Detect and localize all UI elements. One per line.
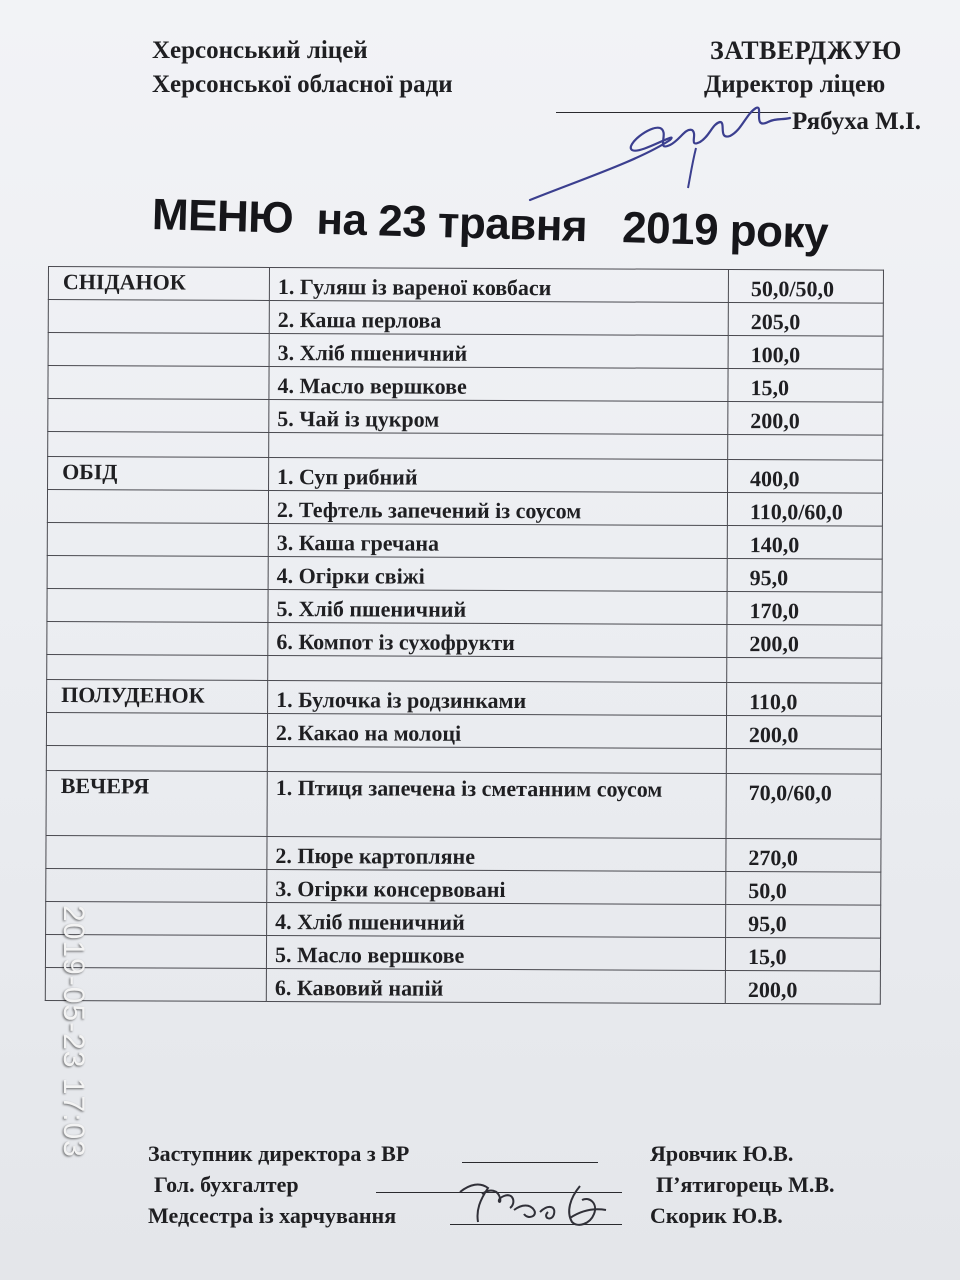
organization-header xyxy=(152,34,453,102)
table-row xyxy=(48,457,883,494)
table-row xyxy=(48,300,883,337)
table-row xyxy=(46,770,881,839)
signatories-roles xyxy=(148,1138,409,1231)
portion-weight: 100,0 xyxy=(728,335,883,369)
portion-weight: 205,0 xyxy=(728,302,883,336)
dish-name: 6. Кавовий напій xyxy=(266,968,725,1003)
dish-name: 3. Каша гречана xyxy=(268,523,727,558)
dish-name: 2. Каша перлова xyxy=(269,300,728,335)
dish-name: 4. Масло вершкове xyxy=(269,366,728,401)
menu-title: МЕНЮ на 23 травня 2019 року xyxy=(151,190,829,258)
dish-name: 6. Компот із сухофрукти xyxy=(268,622,727,657)
meal-label-snack: ПОЛУДЕНОК xyxy=(47,679,268,713)
director-title: Директор ліцею xyxy=(704,71,886,98)
signature-line xyxy=(462,1162,598,1163)
dish-name: 1. Булочка із родзинками xyxy=(268,680,727,715)
portion-weight: 200,0 xyxy=(728,401,883,435)
approval-block xyxy=(706,34,902,102)
dish-name: 2. Пюре картопляне xyxy=(267,836,726,871)
portion-weight: 200,0 xyxy=(727,624,882,658)
approval-heading: ЗАТВЕРДЖУЮ xyxy=(710,36,902,65)
portion-weight: 15,0 xyxy=(728,368,883,402)
role-deputy-director: Заступник директора з ВР xyxy=(148,1141,410,1166)
table-row xyxy=(48,333,883,370)
director-signature xyxy=(520,100,800,210)
name-deputy-director: Яровчик Ю.В. xyxy=(650,1141,794,1166)
portion-weight: 400,0 xyxy=(728,459,883,493)
table-row xyxy=(46,712,881,749)
portion-weight: 95,0 xyxy=(727,558,882,592)
table-row xyxy=(47,679,882,716)
portion-weight: 140,0 xyxy=(727,525,882,559)
table-row xyxy=(47,588,882,625)
org-name-line1: Херсонський ліцей xyxy=(152,37,368,64)
table-row xyxy=(46,901,881,938)
org-name-line2: Херсонської обласної ради xyxy=(152,71,453,98)
director-name: Рябуха М.І. xyxy=(792,108,921,135)
table-row xyxy=(47,522,882,559)
table-row xyxy=(45,967,880,1004)
meal-label-breakfast: СНІДАНОК xyxy=(48,267,269,301)
signatories-names xyxy=(650,1138,835,1231)
portion-weight: 50,0/50,0 xyxy=(728,269,883,303)
table-spacer-row xyxy=(47,654,882,683)
portion-weight: 170,0 xyxy=(727,591,882,625)
portion-weight: 15,0 xyxy=(725,937,880,971)
table-row xyxy=(46,868,881,905)
table-row xyxy=(45,934,880,971)
role-chief-accountant: Гол. бухгалтер xyxy=(154,1172,299,1197)
portion-weight: 110,0 xyxy=(727,682,882,716)
table-row xyxy=(47,621,882,658)
name-chief-accountant: П’ятигорець М.В. xyxy=(656,1172,835,1197)
portion-weight: 95,0 xyxy=(726,904,881,938)
dish-name: 1. Гуляш із вареної ковбаси xyxy=(269,267,728,302)
table-row xyxy=(48,267,883,304)
table-spacer-row xyxy=(46,745,881,774)
dish-name: 5. Чай із цукром xyxy=(269,399,728,434)
portion-weight: 270,0 xyxy=(726,838,881,872)
meal-label-dinner: ВЕЧЕРЯ xyxy=(46,770,267,836)
portion-weight: 110,0/60,0 xyxy=(727,492,882,526)
menu-table xyxy=(45,266,884,1005)
table-row xyxy=(46,835,881,872)
dish-name: 1. Птиця запечена із сметанним соусом xyxy=(267,771,726,838)
portion-weight: 200,0 xyxy=(725,970,880,1004)
photo-timestamp: 2019-05-23 17:03 xyxy=(57,905,90,1158)
dish-name: 5. Масло вершкове xyxy=(266,935,725,970)
dish-name: 1. Суп рибний xyxy=(269,457,728,492)
table-row xyxy=(48,366,883,403)
table-spacer-row xyxy=(48,432,883,461)
table-row xyxy=(47,490,882,527)
dish-name: 3. Огірки консервовані xyxy=(267,869,726,904)
portion-weight: 200,0 xyxy=(726,715,881,749)
dish-name: 3. Хліб пшеничний xyxy=(269,333,728,368)
table-row xyxy=(47,555,882,592)
role-nurse: Медсестра із харчування xyxy=(148,1203,397,1228)
name-nurse: Скорик Ю.В. xyxy=(650,1203,783,1228)
accountant-signature xyxy=(430,1170,620,1240)
dish-name: 2. Тефтель запечений із соусом xyxy=(268,490,727,525)
portion-weight: 50,0 xyxy=(726,871,881,905)
dish-name: 4. Огірки свіжі xyxy=(268,556,727,591)
portion-weight: 70,0/60,0 xyxy=(726,773,881,839)
table-row xyxy=(48,399,883,436)
dish-name: 5. Хліб пшеничний xyxy=(268,589,727,624)
dish-name: 4. Хліб пшеничний xyxy=(267,902,726,937)
dish-name: 2. Какао на молоці xyxy=(267,713,726,748)
meal-label-lunch: ОБІД xyxy=(48,457,269,491)
